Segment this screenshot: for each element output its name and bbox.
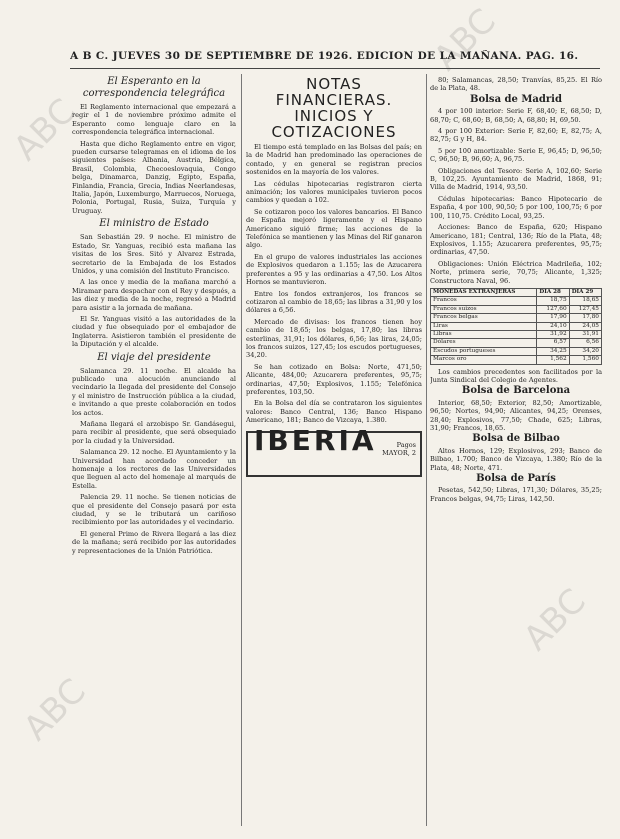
table-row	[431, 356, 602, 364]
ad-address	[382, 441, 416, 457]
table-header-cell: DIA 29	[569, 288, 601, 296]
table-row	[431, 330, 602, 338]
table-cell: 34,25	[537, 347, 569, 355]
watermark: ABC	[6, 91, 84, 169]
article-paragraph: Obligaciones: Unión Eléctrica Madrileña, 102; Norte, primera serie, 70,75; Alicante, 1,325; Constructora Naval, 96.	[430, 259, 602, 285]
table-cell: Francos belgas	[431, 314, 537, 322]
section-headline: Bolsa de Madrid	[470, 93, 562, 105]
article-paragraph: Se han cotizado en Bolsa: Norte, 471,50; Alicante, 484,00; Azucarera preferentes, 95,75; ordinarias, 47,50; Explosivos, 1.155; Telefónica preferentes, 103,50.	[246, 362, 422, 396]
article-paragraph: Salamanca 29. 11 noche. El alcalde ha publicado una alocución anunciando al vecindario la llegada del presidente del Consejo y el ministro de Instrucción pública a la ciudad, e invitando a que preste colaboración en todos los actos.	[72, 366, 236, 417]
article-paragraph: 5 por 100 amortizable: Serie E, 96,45; D, 96,50; C, 96,50; B, 96,60; A, 96,75.	[430, 146, 602, 164]
table-header-row	[431, 288, 602, 296]
article-headline: El viaje del presidente	[97, 351, 211, 363]
article-paragraph: Pesetas, 542,50; Libras, 171,30; Dólares, 35,25; Francos belgas, 94,75; Liras, 142,50.	[430, 486, 602, 503]
article-paragraph: Mercado de divisas: los francos tienen hoy cambio de 18,65; los belgas, 17,80; las libras esterlinas, 31,91; los dólares, 6,56; las liras, 24,05; los francos suizos, 127,45; los escudos portugueses, 34,20.	[246, 317, 422, 360]
header-rule	[70, 68, 600, 69]
column-right	[430, 76, 602, 826]
column-divider	[426, 74, 427, 826]
column-divider	[241, 74, 242, 826]
currency-table-body	[431, 297, 602, 364]
table-row	[431, 322, 602, 330]
ad-line: Pagos	[396, 440, 416, 449]
article-paragraph: Altos Hornos, 129; Explosivos, 293; Banco de Bilbao, 1.700; Banco de Vizcaya, 1.380; Río de la Plata, 48; Norte, 471.	[430, 446, 602, 472]
section-headline: Bolsa de Barcelona	[461, 385, 571, 397]
section-headline: NOTAS FINANCIERAS. INICIOS Y COTIZACIONES	[271, 76, 397, 141]
table-cell: 127,45	[569, 305, 601, 313]
table-header-cell: MONEDAS EXTRANJERAS	[431, 288, 537, 296]
page-header: A B C. JUEVES 30 DE SEPTIEMBRE DE 1926. EDICION DE LA MAÑANA. PAG. 16.	[70, 50, 579, 62]
article-paragraph: El general Primo de Rivera llegará a las diez de la mañana; será recibido por las autoridades y representaciones de la Unión Patriótica.	[72, 529, 236, 555]
article-paragraph: 80; Salamancas, 28,50; Tranvías, 85,25. El Río de la Plata, 48.	[430, 76, 602, 93]
article-paragraph: 4 por 100 interior: Serie F, 68,40; E, 68,50; D, 68,70; C, 68,60; B, 68,50; A, 68,80; H, 69,50.	[430, 107, 602, 124]
table-cell: 34,20	[569, 347, 601, 355]
table-cell: 17,80	[569, 314, 601, 322]
article-paragraph: 4 por 100 Exterior: Serie F, 82,60; E, 82,75; A, 82,75; G y H, 84.	[430, 127, 602, 144]
table-cell: 24,10	[537, 322, 569, 330]
article-paragraph: Se cotizaron poco los valores bancarios. El Banco de España mejoró ligeramente y el Hispano Americano siguió firme; las acciones de la Telefónica se mantienen y las Minas del Rif ganaron algo.	[246, 207, 422, 250]
article-paragraph: Acciones: Banco de España, 620; Hispano Americano, 181; Central, 136; Río de la Plata, 48; Explosivos, 1.155; Azucarera preferentes, 95,75; ordinarias, 47,50.	[430, 223, 602, 257]
section-headline: Bolsa de París	[476, 473, 556, 485]
article-paragraph: Palencia 29. 11 noche. Se tienen noticias de que el presidente del Consejo pasará por esta ciudad, y se le tributará un cariñoso recibimiento por las autoridades y el vecindario.	[72, 493, 236, 527]
watermark: ABC	[426, 1, 504, 79]
column-left	[72, 76, 236, 826]
table-cell: Marcos oro	[431, 356, 537, 364]
article-paragraph: En el grupo de valores industriales las acciones de Explosivos quedaron a 1.155; las de Azucarera preferentes a 95 y las ordinarias a 47,50. Los Altos Hornos se mantuvieron.	[246, 252, 422, 287]
section-headline: Bolsa de Bilbao	[472, 433, 560, 445]
table-cell: Escudos portugueses	[431, 347, 537, 355]
table-row	[431, 297, 602, 305]
article-paragraph: Hasta que dicho Reglamento entre en vigor, pueden cursarse telegramas en el idioma de los siguientes países: Albania, Austria, Bélgica, Brasil, Colombia, Checoeslovaquia, Congo belga, Dinamarca, Danzig, Egipto, España, Finlandia, Francia, Grecia, Indias Neerlandesas, Italia, Japón, Luxemburgo, Marruecos, Noruega, Polonia, Portugal, Rusia, Suiza, Turquía y Uruguay.	[72, 139, 236, 215]
table-header-cell: DIA 28	[537, 288, 569, 296]
article-paragraph: Entre los fondos extranjeros, los francos se cotizaron al cambio de 18,65; las libras a 31,90 y los dólares a 6,56.	[246, 289, 422, 315]
column-middle	[246, 76, 422, 826]
table-cell: Libras	[431, 330, 537, 338]
article-paragraph: Los cambios precedentes son facilitados por la Junta Sindical del Colegio de Agentes.	[430, 367, 602, 384]
article-paragraph: En la Bolsa del día se contrataron los siguientes valores: Banco Central, 136; Banco Hispano Americano, 181; Banco de Vizcaya, 1.380.	[246, 399, 422, 425]
table-cell: Liras	[431, 322, 537, 330]
table-row	[431, 339, 602, 347]
article-paragraph: El Sr. Yanguas visitó a las autoridades de la ciudad y fue obsequiado por el embajador de Inglaterra. Asistieron también el presidente de la Diputación y el alcalde.	[72, 314, 236, 349]
table-row	[431, 305, 602, 313]
table-cell: 31,92	[537, 330, 569, 338]
table-cell: 1,560	[569, 356, 601, 364]
article-paragraph: Interior, 68,50; Exterior, 82,50; Amortizable, 96,50; Nortes, 94,90; Alicantes, 94,25; Orenses, 28,40; Explosivos, 77,50; Chade, 625; Libras, 31,90; Francos, 18,65.	[430, 398, 602, 433]
table-cell: 24,05	[569, 322, 601, 330]
article-paragraph: Salamanca 29. 12 noche. El Ayuntamiento y la Universidad han acordado conceder un homenaje a los rectores de las Universidades que lleguen al acto del homenaje al marqués de Estella.	[72, 448, 236, 490]
table-cell: 18,65	[569, 297, 601, 305]
table-cell: Francos	[431, 297, 537, 305]
advertisement	[246, 423, 422, 477]
article-paragraph: Obligaciones del Tesoro: Serie A, 102,60; Serie B, 102,25. Ayuntamiento de Madrid, 1868, 91; Villa de Madrid, 1914, 93,50.	[430, 166, 602, 192]
table-cell: 18,75	[537, 297, 569, 305]
article-paragraph: El Reglamento internacional que empezará a regir el 1 de noviembre próximo admite el Esperanto como lenguaje claro en la correspondencia telegráfica internacional.	[72, 103, 236, 137]
currency-table	[430, 288, 602, 365]
watermark: ABC	[16, 671, 94, 749]
table-cell: Dólares	[431, 339, 537, 347]
article-paragraph: San Sebastián 29. 9 noche. El ministro de Estado, Sr. Yanguas, recibió esta mañana las visitas de los Sres. Sitó y Alvarez Estrada, secretario de la Embajada de los Estados Unidos, y una comisión del Instituto Francisco.	[72, 233, 236, 275]
table-cell: 6,56	[569, 339, 601, 347]
watermark: ABC	[516, 581, 594, 659]
table-cell: 17,90	[537, 314, 569, 322]
table-cell: 6,57	[537, 339, 569, 347]
table-cell: 127,60	[537, 305, 569, 313]
article-paragraph: El tiempo está templado en las Bolsas del país; en la de Madrid han predominado las operaciones de contado, y en general se registran precios sostenidos en la mayoría de los valores.	[246, 143, 422, 177]
table-cell: 1,562	[537, 356, 569, 364]
table-row	[431, 314, 602, 322]
table-cell: Francos suizos	[431, 305, 537, 313]
article-paragraph: Mañana llegará el arzobispo Sr. Gandásegui, para recibir al presidente, que será obsequiado por la ciudad y la Universidad.	[72, 420, 236, 445]
table-cell: 31,91	[569, 330, 601, 338]
table-row	[431, 347, 602, 355]
article-paragraph: Cédulas hipotecarias: Banco Hipotecario de España, 4 por 100, 90,50; 5 por 100, 100,75; 6 por 100, 110,75. Crédito Local, 93,25.	[430, 194, 602, 220]
article-paragraph: A las once y media de la mañana marchó a Miramar para despachar con el Rey y después, a las diez y media de la noche, regresó a Madrid para asistir a la jornada de mañana.	[72, 278, 236, 312]
article-headline: El ministro de Estado	[99, 218, 209, 230]
ad-line: MAYOR, 2	[382, 448, 416, 457]
article-paragraph: Las cédulas hipotecarias registraron cierta animación; los valores municipales tuvieron pocos cambios y quedan a 102.	[246, 179, 422, 205]
ad-brand: IBERIA	[254, 423, 377, 457]
article-headline: El Esperanto en la correspondencia telegráfica	[82, 76, 226, 99]
